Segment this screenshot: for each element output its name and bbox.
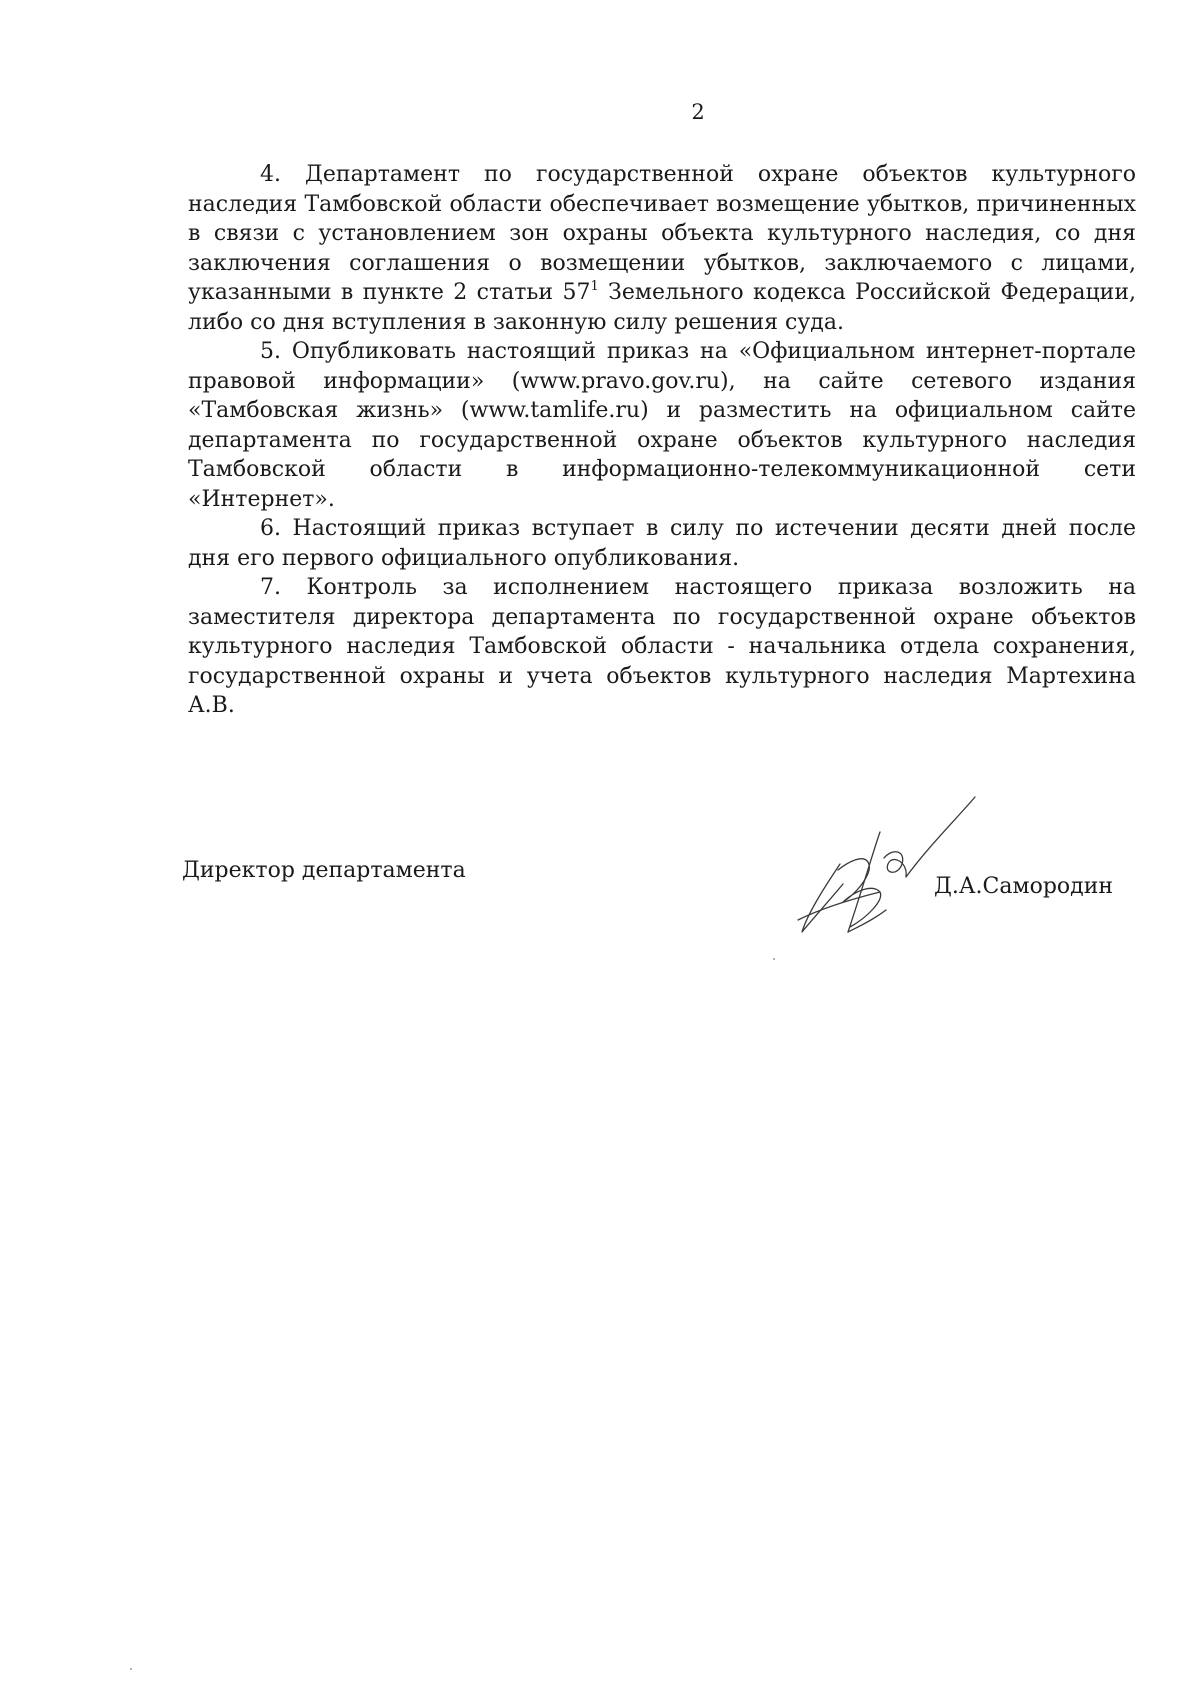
scan-speck xyxy=(130,1668,132,1670)
paragraph-4 xyxy=(188,160,1136,337)
paragraph-6: 6. Настоящий приказ вступает в силу по истечении десяти дней после дня его первого официального опубликования. xyxy=(188,516,1136,571)
article-superscript: 1 xyxy=(590,279,599,294)
paragraph-4-text-end: Земельного кодекса Российской Федерации, либо со дня вступления в законную силу решения суда. xyxy=(188,280,1136,335)
paragraph-7: 7. Контроль за исполнением настоящего приказа возложить на заместителя директора департамента по государственной охране объектов культурного наследия Тамбовской области - начальника отдела сохранения, государственной охраны и учета объектов культурного наследия Мартехина А.В. xyxy=(188,575,1136,718)
paragraph-5: 5. Опубликовать настоящий приказ на «Официальном интернет-портале правовой информации» (www.pravo.gov.ru), на сайте сетевого издания «Тамбовская жизнь» (www.tamlife.ru) и разместить на официальном сайте департамента по государственной охране объектов культурного наследия Тамбовской области в информационно-телекоммуникационной сети «Интернет». xyxy=(188,339,1136,512)
page-number: 2 xyxy=(691,100,705,124)
paragraph-4-text-start: 4. Департамент по государственной охране объектов культурного наследия Тамбовской области обеспечивает возмещение убытков, причиненных в связи с установлением зон охраны объекта культурного наследия, со дня заключения соглашения о возмещении убытков, заключаемого с лицами, указанными в пункте 2 статьи 57 xyxy=(188,162,1136,305)
handwritten-signature xyxy=(788,792,978,942)
signatory-name: Д.А.Самородин xyxy=(934,874,1114,899)
document-body xyxy=(188,160,1136,721)
scan-speck xyxy=(773,958,775,960)
signatory-title: Директор департамента xyxy=(182,858,466,883)
